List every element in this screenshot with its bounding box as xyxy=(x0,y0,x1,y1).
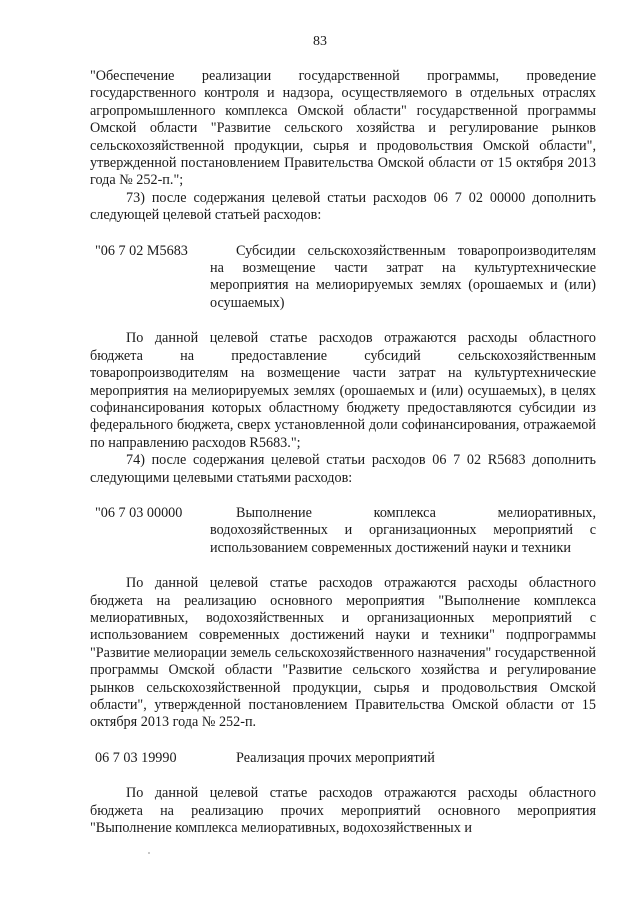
expense-entry-0670319990 xyxy=(90,750,596,767)
expense-code: "06 7 03 00000 xyxy=(95,504,183,521)
expense-entry-m5683 xyxy=(90,243,596,313)
expense-code: "06 7 02 M5683 xyxy=(95,242,188,259)
paragraph-0670300000-description: По данной целевой статье расходов отражаются расходы областного бюджета на реализацию основного мероприятия "Выполнение комплекса мелиоративных, водохозяйственных и организационных мероприятий с использованием современных достижений науки и техники" подпрограммы "Развитие мелиорации земель сельскохозяйственного назначения" государственной программы Омской области "Развитие сельского хозяйства и регулирование рынков сельскохозяйственной продукции, сырья и продовольствия Омской области", утвержденной постановлением Правительства Омской области от 15 октября 2013 года № 252-п. xyxy=(90,575,596,731)
paragraph-item-74: 74) после содержания целевой статьи расходов 06 7 02 R5683 дополнить следующими целевыми статьями расходов: xyxy=(90,452,596,486)
expense-title: Субсидии сельскохозяйственным товаропроизводителям на возмещение части затрат на культуртехнические мероприятия на мелиорируемых землях (орошаемых и (или) осушаемых) xyxy=(210,242,596,311)
paragraph-m5683-description: По данной целевой статье расходов отражаются расходы областного бюджета на предоставление субсидий сельскохозяйственным товаропроизводителям на возмещение части затрат на культуртехнические мероприятия на мелиорируемых землях (орошаемых и (или) осушаемых), в целях софинансирования которых областному бюджету предоставляются субсидии из федерального бюджета, сверх установленной доли софинансирования, отражаемой по направлению расходов R5683."; xyxy=(90,330,596,451)
expense-title: Реализация прочих мероприятий xyxy=(236,749,435,766)
expense-title: Выполнение комплекса мелиоративных, водохозяйственных и организационных мероприятий с использованием современных достижений науки и техники xyxy=(210,504,596,556)
paragraph-program-reference: "Обеспечение реализации государственной программы, проведение государственного контроля и надзора, осуществляемого в отдельных отраслях агропромышленного комплекса Омской области" государственной программы Омской области "Развитие сельского хозяйства и регулирование рынков сельскохозяйственной продукции, сырья и продовольствия Омской области", утвержденной постановлением Правительства Омской области от 15 октября 2013 года № 252-п."; xyxy=(90,68,596,189)
expense-code: 06 7 03 19990 xyxy=(95,749,177,766)
document-body xyxy=(90,68,596,837)
page-number: 83 xyxy=(313,34,327,49)
paragraph-item-73: 73) после содержания целевой статьи расходов 06 7 02 00000 дополнить следующей целевой статьей расходов: xyxy=(90,189,596,224)
scan-artifact xyxy=(148,852,150,854)
expense-entry-0670300000 xyxy=(90,505,596,557)
paragraph-0670319990-description: По данной целевой статье расходов отражаются расходы областного бюджета на реализацию прочих мероприятий основного мероприятия "Выполнение комплекса мелиоративных, водохозяйственных и xyxy=(90,785,596,837)
